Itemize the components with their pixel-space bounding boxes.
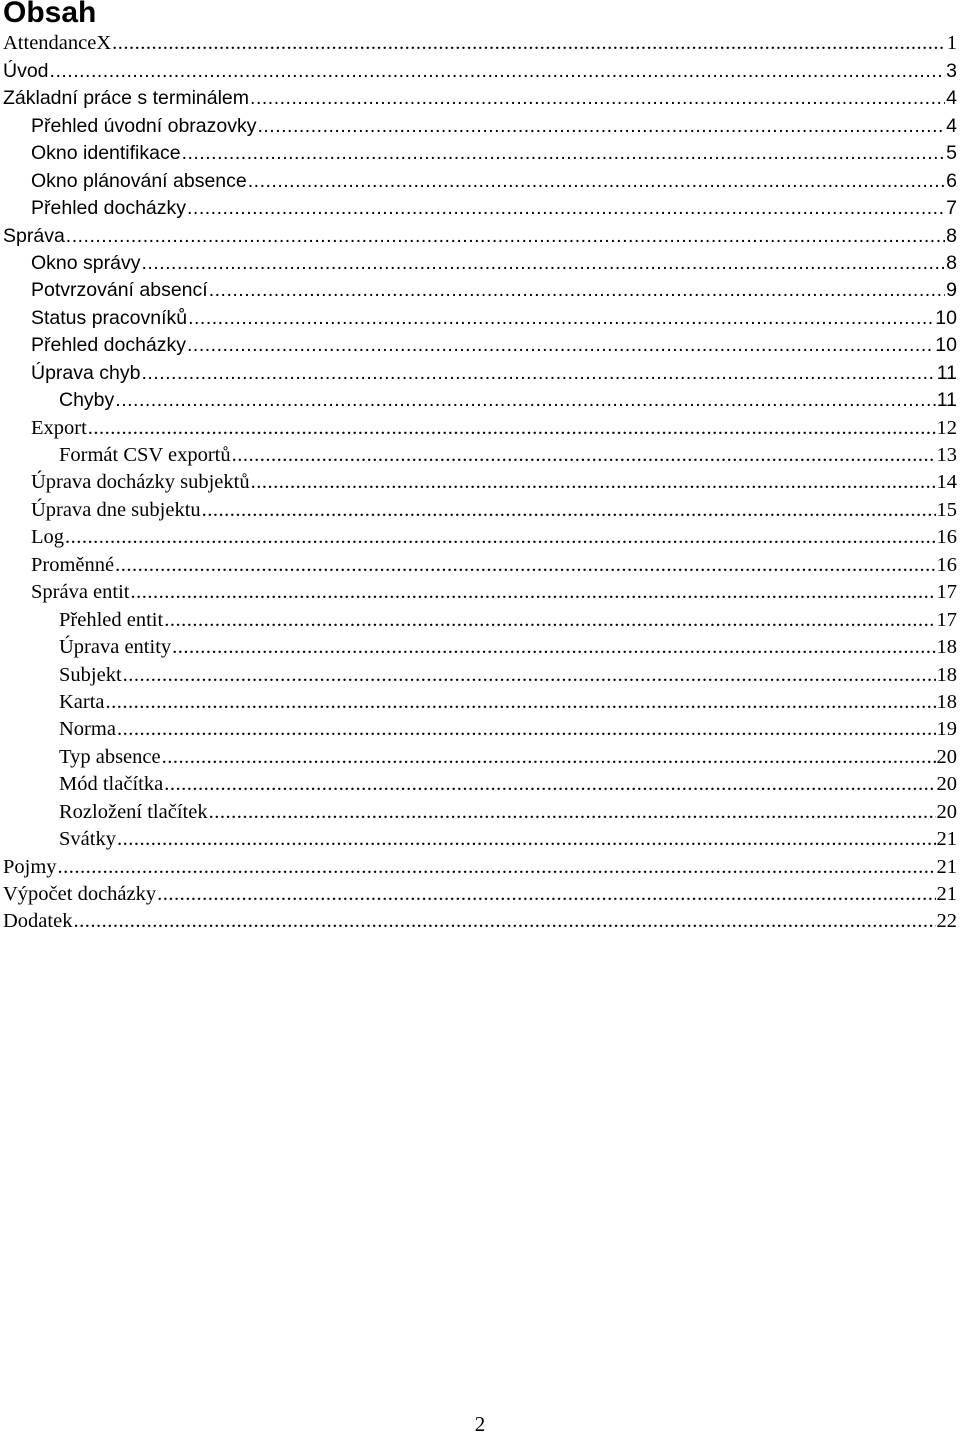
toc-entry-label[interactable]: Okno plánování absence <box>31 169 247 192</box>
toc-entry[interactable] <box>0 771 960 798</box>
toc-entry[interactable] <box>0 881 960 908</box>
table-of-contents <box>0 30 960 935</box>
toc-entry-label[interactable]: Dodatek <box>3 910 73 933</box>
dot-leader <box>141 360 935 387</box>
toc-entry-label[interactable]: Úvod <box>3 59 49 82</box>
dot-leader <box>232 442 936 469</box>
toc-entry[interactable] <box>0 469 960 496</box>
toc-entry[interactable] <box>0 359 960 386</box>
toc-entry[interactable] <box>0 524 960 551</box>
toc-entry-page-number[interactable]: 21 <box>936 855 957 878</box>
toc-entry-label[interactable]: Potvrzování absencí <box>31 279 208 302</box>
toc-entry[interactable] <box>0 496 960 523</box>
toc-entry-label[interactable]: Výpočet docházky <box>3 883 157 905</box>
toc-entry-label[interactable]: Úprava entity <box>59 636 172 659</box>
dot-leader <box>141 250 945 277</box>
dot-leader <box>187 332 934 359</box>
toc-entry-label[interactable]: Proměnné <box>31 553 115 576</box>
dot-leader <box>251 469 936 496</box>
toc-entry-label[interactable]: Status pracovníků <box>31 306 188 329</box>
toc-entry[interactable] <box>0 689 960 716</box>
toc-entry-page-number[interactable]: 9 <box>946 279 957 302</box>
toc-entry-page-number[interactable]: 20 <box>936 800 957 823</box>
dot-leader <box>182 140 946 167</box>
toc-entry-label[interactable]: Okno správy <box>31 251 141 274</box>
toc-entry-label[interactable]: Svátky <box>59 828 116 851</box>
toc-entry[interactable] <box>0 222 960 249</box>
toc-entry-label[interactable]: Okno identifikace <box>31 142 181 165</box>
toc-entry[interactable] <box>0 57 960 84</box>
toc-entry-page-number[interactable]: 22 <box>936 910 957 933</box>
toc-entry-label[interactable]: Přehled entit <box>59 608 164 631</box>
toc-entry-page-number[interactable]: 18 <box>936 636 957 659</box>
toc-entry[interactable] <box>0 579 960 606</box>
toc-entry[interactable] <box>0 826 960 853</box>
toc-entry-page-number[interactable]: 8 <box>946 224 957 247</box>
toc-entry-page-number[interactable]: 21 <box>936 883 957 905</box>
toc-entry[interactable] <box>0 442 960 469</box>
toc-entry[interactable] <box>0 85 960 112</box>
page-number: 2 <box>474 1412 486 1436</box>
dot-leader <box>209 799 936 826</box>
dot-leader <box>187 195 945 222</box>
toc-entry-page-number[interactable]: 4 <box>946 114 957 137</box>
toc-entry-page-number[interactable]: 18 <box>936 690 957 713</box>
toc-entry-label[interactable]: Export <box>31 416 87 439</box>
toc-entry-page-number[interactable]: 3 <box>946 59 957 82</box>
dot-leader <box>88 415 936 442</box>
toc-entry-page-number[interactable]: 11 <box>936 389 957 412</box>
toc-entry[interactable] <box>0 634 960 661</box>
toc-entry[interactable] <box>0 112 960 139</box>
dot-leader <box>106 689 936 716</box>
dot-leader <box>164 607 935 634</box>
dot-leader <box>250 85 945 112</box>
dot-leader <box>117 716 936 743</box>
toc-entry-label[interactable]: Přehled úvodní obrazovky <box>31 114 257 137</box>
toc-entry[interactable] <box>0 195 960 222</box>
toc-entry-page-number[interactable]: 10 <box>935 334 957 357</box>
toc-entry-page-number[interactable]: 11 <box>936 361 957 384</box>
toc-entry-page-number[interactable]: 20 <box>936 745 957 768</box>
toc-entry[interactable] <box>0 140 960 167</box>
toc-entry-page-number[interactable]: 6 <box>946 169 957 192</box>
toc-entry-label[interactable]: Formát CSV exportů <box>59 444 231 466</box>
dot-leader <box>66 223 945 250</box>
dot-leader <box>202 497 936 524</box>
toc-entry-page-number[interactable]: 5 <box>946 142 957 165</box>
toc-entry-label[interactable]: Log <box>31 526 65 549</box>
toc-entry-page-number[interactable]: 8 <box>946 251 957 274</box>
toc-entry-label[interactable]: Chyby <box>59 389 115 412</box>
toc-entry-label[interactable]: Přehled docházky <box>31 197 187 220</box>
toc-entry-label[interactable]: Základní práce s terminálem <box>3 87 250 110</box>
toc-entry[interactable] <box>0 277 960 304</box>
toc-entry[interactable] <box>0 551 960 578</box>
toc-entry-label[interactable]: Norma <box>59 718 116 741</box>
toc-entry-page-number[interactable]: 21 <box>936 828 957 851</box>
toc-entry-page-number[interactable]: 16 <box>936 553 957 576</box>
toc-entry[interactable] <box>0 743 960 770</box>
toc-entry-label[interactable]: Úprava dne subjektu <box>31 498 201 521</box>
dot-leader <box>131 579 936 606</box>
toc-entry-label[interactable]: Úprava docházky subjektů <box>31 471 250 494</box>
toc-entry-label[interactable]: Subjekt <box>59 663 122 686</box>
toc-entry-page-number[interactable]: 20 <box>936 773 957 796</box>
toc-entry-page-number[interactable]: 7 <box>946 197 957 220</box>
toc-entry-label[interactable]: Mód tlačítka <box>59 773 164 796</box>
toc-entry-page-number[interactable]: 1 <box>946 32 957 55</box>
toc-entry-page-number[interactable]: 17 <box>936 608 957 631</box>
dot-leader <box>115 387 935 414</box>
dot-leader <box>157 881 935 908</box>
toc-entry[interactable] <box>0 606 960 633</box>
toc-entry[interactable] <box>0 304 960 331</box>
toc-entry[interactable] <box>0 798 960 825</box>
toc-entry-label[interactable]: Pojmy <box>3 855 57 878</box>
dot-leader <box>112 30 946 57</box>
toc-entry-page-number[interactable]: 16 <box>936 526 957 549</box>
toc-entry-page-number[interactable]: 18 <box>936 663 957 686</box>
dot-leader <box>73 908 935 935</box>
toc-entry-page-number[interactable]: 19 <box>936 718 957 741</box>
toc-entry[interactable] <box>0 30 960 57</box>
dot-leader <box>248 168 945 195</box>
toc-entry-page-number[interactable]: 15 <box>936 498 957 521</box>
toc-entry-label[interactable]: Správa <box>3 224 65 247</box>
dot-leader <box>65 524 935 551</box>
toc-entry-label[interactable]: Karta <box>59 690 105 713</box>
dot-leader <box>172 634 935 661</box>
dot-leader <box>50 58 946 85</box>
dot-leader <box>117 826 936 853</box>
toc-entry-page-number[interactable]: 17 <box>936 581 957 604</box>
dot-leader <box>162 744 936 771</box>
toc-entry[interactable] <box>0 853 960 880</box>
toc-entry[interactable] <box>0 908 960 935</box>
toc-entry[interactable] <box>0 250 960 277</box>
toc-entry-label[interactable]: Rozložení tlačítek <box>59 800 208 823</box>
toc-entry-label[interactable]: Úprava chyb <box>31 361 141 384</box>
toc-entry-label[interactable]: Správa entit <box>31 581 130 604</box>
toc-entry-label[interactable]: AttendanceX <box>3 32 112 55</box>
toc-entry[interactable] <box>0 167 960 194</box>
dot-leader <box>164 771 935 798</box>
toc-entry[interactable] <box>0 661 960 688</box>
toc-entry[interactable] <box>0 332 960 359</box>
toc-entry[interactable] <box>0 414 960 441</box>
page-title: Obsah <box>3 0 97 29</box>
toc-entry-page-number[interactable]: 12 <box>936 416 957 439</box>
toc-entry-label[interactable]: Přehled docházky <box>31 334 187 357</box>
dot-leader <box>257 113 945 140</box>
toc-entry-page-number[interactable]: 4 <box>946 87 957 110</box>
dot-leader <box>188 305 934 332</box>
dot-leader <box>123 662 936 689</box>
dot-leader <box>58 854 936 881</box>
toc-entry-page-number[interactable]: 14 <box>936 471 957 494</box>
toc-entry[interactable] <box>0 716 960 743</box>
toc-entry-page-number[interactable]: 10 <box>935 306 957 329</box>
dot-leader <box>209 277 945 304</box>
toc-entry-page-number[interactable]: 13 <box>936 444 957 466</box>
dot-leader <box>115 552 935 579</box>
toc-entry-label[interactable]: Typ absence <box>59 745 161 768</box>
toc-entry[interactable] <box>0 387 960 414</box>
